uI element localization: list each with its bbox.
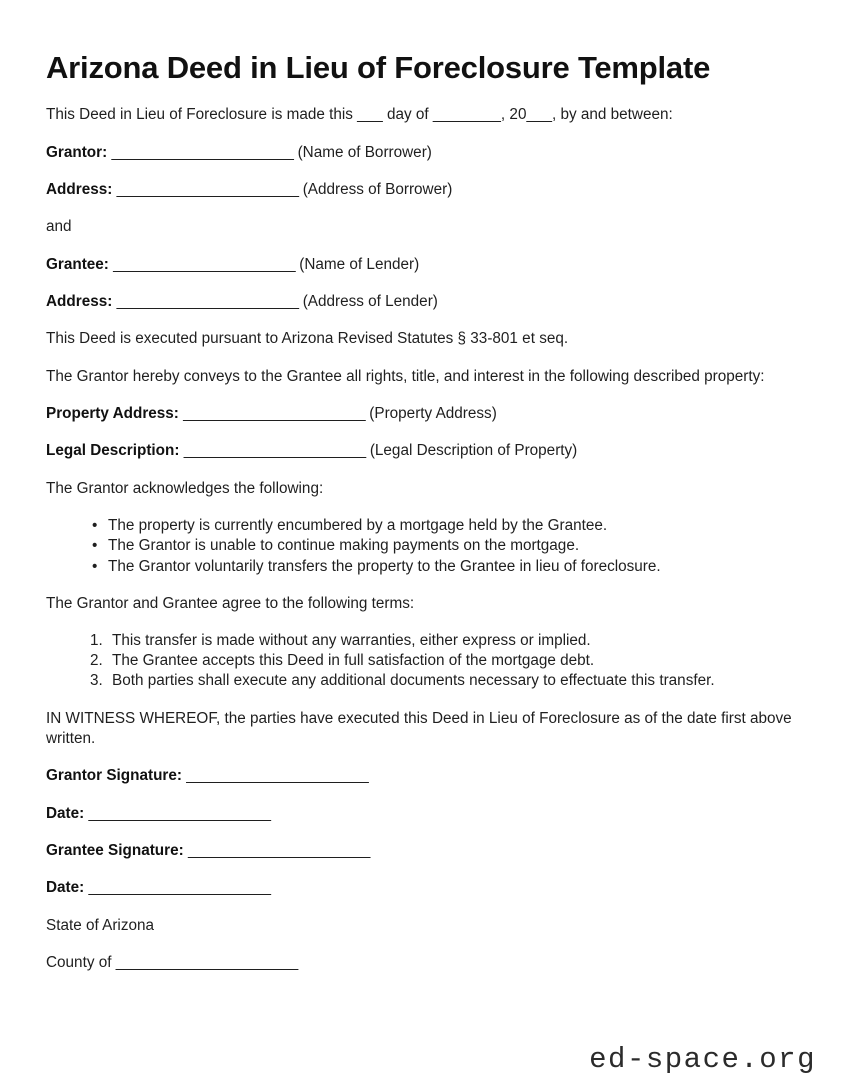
grantor-blank[interactable]: _______________________ [111,143,294,161]
grantee-address-blank[interactable]: _______________________ [116,293,299,311]
grantor-field [46,143,798,163]
county-label: County of [46,954,116,972]
grantee-date-field [46,878,798,898]
grantor-date-field [46,804,798,824]
legal-description-note: (Legal Description of Property) [369,442,578,460]
grantee-date-label: Date: [46,879,85,897]
intro-paragraph: This Deed in Lieu of Foreclosure is made this ___ day of ________, 20___, by and between: [46,106,673,124]
state-line: State of Arizona [46,916,154,934]
grantor-signature-label: Grantor Signature: [46,767,182,785]
grantor-signature-field [46,766,798,786]
grantor-date-label: Date: [46,804,85,822]
grantor-signature-blank[interactable]: _______________________ [186,767,369,785]
acknowledgements-list [46,516,798,577]
terms-list [46,631,798,692]
grantor-address-blank[interactable]: _______________________ [116,181,299,199]
grantee-address-field [46,292,798,312]
site-watermark: ed-space.org [589,1043,816,1076]
grantee-signature-label: Grantee Signature: [46,841,184,859]
grantee-note: (Name of Lender) [299,255,420,273]
legal-description-label: Legal Description: [46,442,180,460]
grantee-signature-blank[interactable]: _______________________ [187,841,370,859]
statute-clause: This Deed is executed pursuant to Arizona Revised Statutes § 33-801 et seq. [46,330,569,348]
county-blank[interactable]: _______________________ [115,954,298,972]
property-address-field [46,404,798,424]
witness-clause: IN WITNESS WHEREOF, the parties have executed this Deed in Lieu of Foreclosure as of the date first above written. [46,709,792,747]
grantor-label: Grantor: [46,143,108,161]
property-address-label: Property Address: [46,405,179,423]
grantor-date-blank[interactable]: _______________________ [88,804,271,822]
grantee-blank[interactable]: _______________________ [113,255,296,273]
list-item: • The Grantor is unable to continue making payments on the mortgage. [92,536,798,556]
grantee-date-blank[interactable]: _______________________ [88,879,271,897]
page-title: Arizona Deed in Lieu of Foreclosure Template [46,50,711,85]
grantee-field [46,255,798,275]
property-address-blank[interactable]: _______________________ [183,405,366,423]
list-item: Both parties shall execute any additional documents necessary to effectuate this transfer. [112,672,715,690]
property-address-note: (Property Address) [369,405,497,423]
grantor-address-field [46,180,798,200]
acknowledgements-heading: The Grantor acknowledges the following: [46,479,324,497]
list-item: • The property is currently encumbered by a mortgage held by the Grantee. [92,516,798,536]
grantor-address-label: Address: [46,181,113,199]
list-item: • The Grantor voluntarily transfers the property to the Grantee in lieu of foreclosure. [92,557,798,577]
grantee-address-note: (Address of Lender) [302,293,438,311]
grantor-address-note: (Address of Borrower) [302,181,453,199]
grantor-note: (Name of Borrower) [297,143,432,161]
legal-description-field [46,441,798,461]
list-item: The Grantee accepts this Deed in full satisfaction of the mortgage debt. [112,652,595,670]
list-item: This transfer is made without any warranties, either express or implied. [112,632,591,650]
grantee-signature-field [46,841,798,861]
grantee-label: Grantee: [46,255,109,273]
grantee-address-label: Address: [46,293,113,311]
terms-heading: The Grantor and Grantee agree to the following terms: [46,594,415,612]
legal-description-blank[interactable]: _______________________ [183,442,366,460]
conveyance-clause: The Grantor hereby conveys to the Grantee all rights, title, and interest in the following described property: [46,367,765,385]
county-field [46,953,798,973]
conjunction-line: and [46,218,72,236]
